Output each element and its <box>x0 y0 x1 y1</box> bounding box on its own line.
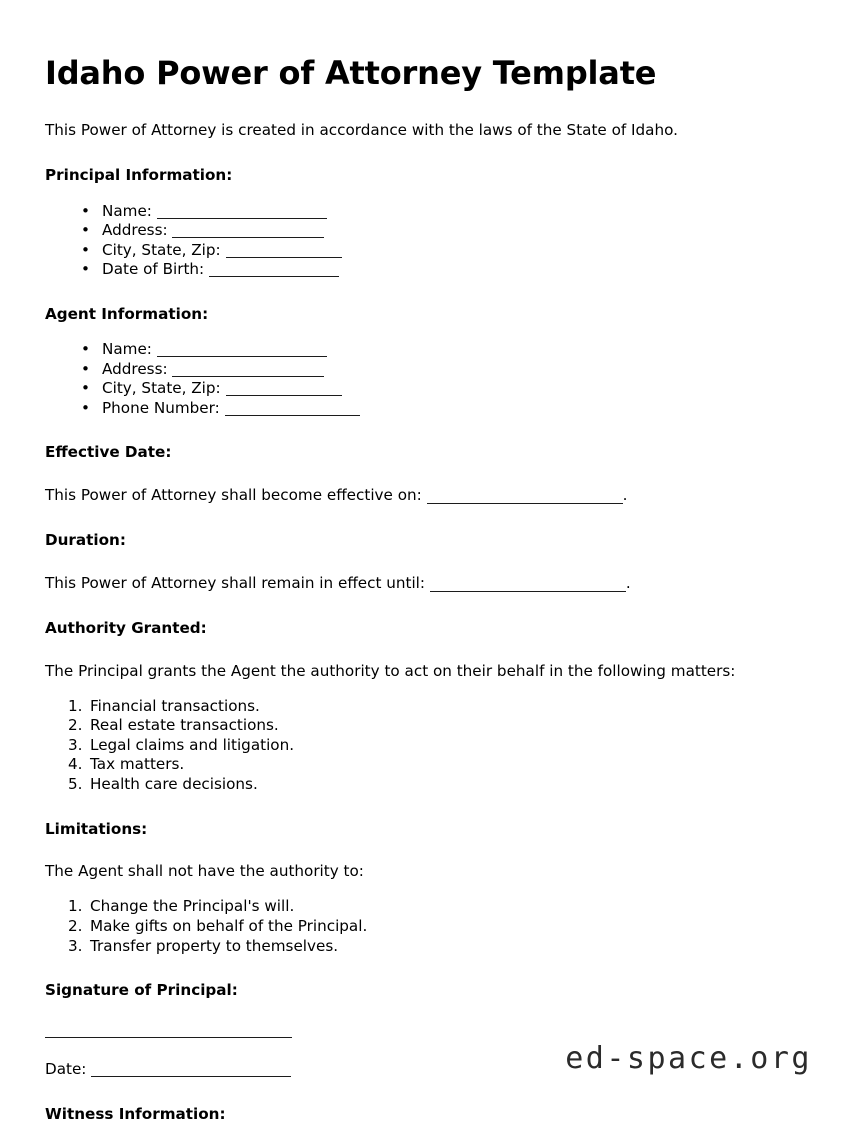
effective-date-blank[interactable] <box>427 492 623 504</box>
field-label: City, State, Zip: <box>102 379 221 398</box>
field-label: Address: <box>102 359 168 378</box>
watermark: ed-space.org <box>565 1041 812 1076</box>
duration-period: . <box>625 573 631 592</box>
agent-information-heading: Agent Information: <box>45 304 209 323</box>
principal-city-state-zip-blank[interactable] <box>226 246 342 258</box>
duration-paragraph <box>45 572 799 594</box>
intro-paragraph: This Power of Attorney is created in accordance with the laws of the State of Idaho. <box>45 120 678 139</box>
list-item: Health care decisions. <box>90 775 258 793</box>
list-item <box>81 340 799 360</box>
list-item: Change the Principal's will. <box>90 897 295 916</box>
agent-information-fields <box>45 340 799 418</box>
list-item: Transfer property to themselves. <box>90 936 339 955</box>
signature-date-label: Date: <box>45 1059 87 1078</box>
effective-date-period: . <box>622 486 628 505</box>
authority-granted-list <box>45 697 799 795</box>
signature-of-principal-heading: Signature of Principal: <box>45 981 238 1000</box>
agent-name-blank[interactable] <box>157 345 327 357</box>
principal-address-blank[interactable] <box>172 226 324 238</box>
effective-date-paragraph <box>45 484 799 506</box>
field-label: City, State, Zip: <box>102 240 221 259</box>
principal-name-blank[interactable] <box>157 207 327 219</box>
list-item <box>81 360 799 380</box>
field-label: Date of Birth: <box>102 260 205 279</box>
agent-city-state-zip-blank[interactable] <box>226 384 342 396</box>
effective-date-text: This Power of Attorney shall become effective on: <box>45 486 422 505</box>
list-item: Real estate transactions. <box>90 716 279 735</box>
limitations-intro: The Agent shall not have the authority to: <box>45 862 364 881</box>
principal-information-heading: Principal Information: <box>45 165 233 184</box>
limitations-list <box>45 897 799 956</box>
field-label: Phone Number: <box>102 398 220 417</box>
limitations-heading: Limitations: <box>45 819 148 838</box>
effective-date-heading: Effective Date: <box>45 443 172 462</box>
duration-heading: Duration: <box>45 531 126 550</box>
list-item <box>81 202 799 222</box>
principal-date-of-birth-blank[interactable] <box>209 265 339 277</box>
list-item <box>81 379 799 399</box>
field-label: Name: <box>102 201 152 220</box>
page-title: Idaho Power of Attorney Template <box>45 54 657 92</box>
authority-granted-intro: The Principal grants the Agent the authority to act on their behalf in the following matters: <box>45 661 736 680</box>
list-item: Financial transactions. <box>90 696 260 715</box>
list-item <box>81 241 799 261</box>
witness-information-heading: Witness Information: <box>45 1104 226 1123</box>
list-item: Make gifts on behalf of the Principal. <box>90 916 368 935</box>
principal-information-fields <box>45 202 799 280</box>
list-item: Legal claims and litigation. <box>90 735 295 754</box>
authority-granted-heading: Authority Granted: <box>45 618 207 637</box>
duration-blank[interactable] <box>430 580 626 592</box>
signature-date-blank[interactable] <box>91 1065 291 1077</box>
agent-phone-number-blank[interactable] <box>225 404 360 416</box>
agent-address-blank[interactable] <box>172 365 324 377</box>
list-item <box>81 399 799 419</box>
list-item: Tax matters. <box>90 755 185 774</box>
principal-signature-blank[interactable] <box>45 1037 292 1038</box>
field-label: Name: <box>102 340 152 359</box>
list-item <box>81 221 799 241</box>
field-label: Address: <box>102 221 168 240</box>
list-item <box>81 260 799 280</box>
duration-text: This Power of Attorney shall remain in effect until: <box>45 573 426 592</box>
